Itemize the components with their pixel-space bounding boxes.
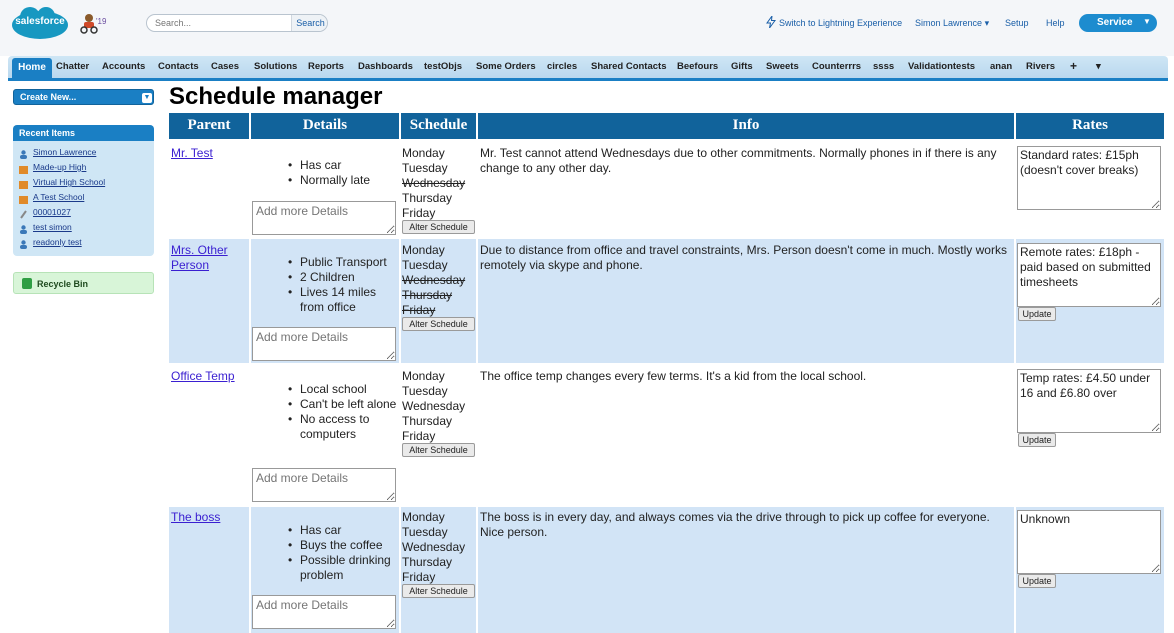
tab-contacts[interactable]: Contacts	[158, 61, 199, 72]
chevron-down-icon: ▾	[984, 18, 990, 28]
info-text: The office temp changes every few terms. It's a kid from the local school.	[480, 369, 867, 383]
column-header-parent: Parent	[169, 113, 249, 139]
switch-to-lightning-link[interactable]: Switch to Lightning Experience	[779, 18, 903, 28]
schedule-day: Tuesday	[402, 258, 448, 272]
recent-items-title: Recent Items	[13, 125, 154, 141]
rates-input[interactable]: Remote rates: £18ph - paid based on submitted timesheets	[1017, 243, 1161, 307]
account-icon	[19, 163, 28, 172]
parent-link[interactable]: Office Temp	[171, 369, 235, 383]
alter-schedule-button[interactable]: Alter Schedule	[402, 584, 475, 598]
table-row-cell	[169, 507, 249, 633]
rates-input[interactable]: Standard rates: £15ph (doesn't cover breaks)	[1017, 146, 1161, 210]
add-details-input[interactable]	[252, 201, 396, 235]
search-input[interactable]	[147, 15, 291, 31]
page-title: Schedule manager	[169, 83, 383, 110]
app-switcher-label: Service	[1097, 17, 1133, 28]
details-list	[286, 382, 398, 442]
tab-anan[interactable]: anan	[990, 61, 1013, 72]
trash-icon	[22, 278, 32, 289]
add-details-input[interactable]	[252, 327, 396, 361]
global-header	[0, 0, 1174, 56]
info-text: The boss is in every day, and always comes via the drive through to pick up coffee for everyone. Nice person.	[480, 510, 990, 539]
salesforce-logo[interactable]	[10, 6, 70, 40]
schedule-day: Thursday	[402, 414, 453, 428]
schedule-day: Tuesday	[402, 161, 448, 175]
details-list	[286, 523, 398, 583]
recent-items-list	[13, 141, 154, 256]
detail-item: • Buys the coffee	[286, 538, 398, 553]
tab-validationtests[interactable]: Validationtests	[908, 61, 976, 72]
user-menu-label: Simon Lawrence	[915, 18, 983, 28]
parent-link[interactable]: Mrs. Other Person	[171, 243, 228, 272]
alter-schedule-button[interactable]: Alter Schedule	[402, 317, 475, 331]
person-icon	[19, 238, 28, 247]
parent-link[interactable]: Mr. Test	[171, 146, 213, 160]
recycle-bin-link[interactable]	[13, 272, 154, 294]
column-header-details: Details	[251, 113, 399, 139]
update-button[interactable]: Update	[1018, 307, 1056, 321]
schedule-days	[402, 510, 465, 585]
recent-item-link[interactable]: A Test School	[33, 192, 85, 202]
detail-item: • Possible drinking problem	[286, 553, 398, 583]
schedule-day: Friday	[402, 570, 436, 584]
schedule-day: Monday	[402, 243, 445, 257]
schedule-day: Thursday	[402, 288, 453, 302]
chevron-down-icon: ▼	[143, 94, 151, 101]
update-button[interactable]: Update	[1018, 433, 1056, 447]
recent-item-link[interactable]: Made-up High	[33, 162, 87, 172]
schedule-days	[402, 146, 465, 221]
tab-beefours[interactable]: Beefours	[677, 61, 719, 72]
detail-item: • Public Transport	[286, 255, 398, 270]
detail-item: • Has car	[286, 158, 398, 173]
details-list	[286, 158, 398, 188]
case-icon	[19, 208, 28, 217]
rates-input[interactable]: Unknown	[1017, 510, 1161, 574]
column-header-rates: Rates	[1016, 113, 1164, 139]
tab-gifts[interactable]: Gifts	[731, 61, 753, 72]
tab-cases[interactable]: Cases	[211, 61, 239, 72]
update-button[interactable]: Update	[1018, 574, 1056, 588]
tab-home[interactable]: Home	[12, 58, 52, 79]
schedule-day: Monday	[402, 510, 445, 524]
account-icon	[19, 178, 28, 187]
recent-item-link[interactable]: Virtual High School	[33, 177, 106, 187]
column-header-schedule: Schedule	[401, 113, 476, 139]
recycle-bin-label: Recycle Bin	[37, 279, 89, 289]
chevron-down-icon: ▼	[1143, 17, 1151, 26]
schedule-day: Friday	[402, 429, 436, 443]
detail-item: • Local school	[286, 382, 398, 397]
account-icon	[19, 193, 28, 202]
logo-text: salesforce	[15, 16, 65, 27]
schedule-days	[402, 243, 465, 318]
tab-rivers[interactable]: Rivers	[1026, 61, 1056, 72]
details-list	[286, 255, 398, 315]
tab-bar	[8, 56, 1168, 79]
add-details-input[interactable]	[252, 595, 396, 629]
tab-accounts[interactable]: Accounts	[102, 61, 146, 72]
create-new-label: Create New...	[20, 92, 77, 102]
alter-schedule-button[interactable]: Alter Schedule	[402, 443, 475, 457]
person-icon	[19, 148, 28, 157]
schedule-day: Thursday	[402, 555, 453, 569]
tab-underline	[8, 78, 1168, 81]
schedule-day: Thursday	[402, 191, 453, 205]
lightning-bolt-icon	[766, 16, 776, 28]
detail-item: • Has car	[286, 523, 398, 538]
tab-counterrrs[interactable]: Counterrrs	[812, 61, 862, 72]
more-tabs-button[interactable]: ▾	[1096, 61, 1101, 72]
tab-sweets[interactable]: Sweets	[766, 61, 799, 72]
help-link[interactable]: Help	[1046, 18, 1065, 28]
tab-chatter[interactable]: Chatter	[56, 61, 90, 72]
person-icon	[19, 223, 28, 232]
schedule-day: Wednesday	[402, 540, 466, 554]
detail-item: • Can't be left alone	[286, 397, 398, 412]
schedule-days	[402, 369, 465, 444]
column-header-info: Info	[478, 113, 1014, 139]
app-switcher-button[interactable]	[1079, 14, 1157, 32]
search-button[interactable]: Search	[291, 15, 328, 31]
info-text: Due to distance from office and travel constraints, Mrs. Person doesn't come in much. Mostly works remotely via skype and phone.	[480, 243, 1007, 272]
release-badge: '19	[96, 17, 107, 26]
detail-item: • No access to computers	[286, 412, 398, 442]
recent-item-link[interactable]: Simon Lawrence	[33, 147, 97, 157]
tab-solutions[interactable]: Solutions	[254, 61, 298, 72]
recent-item-link[interactable]: readonly test	[33, 237, 82, 247]
detail-item: • Lives 14 miles from office	[286, 285, 398, 315]
schedule-day: Tuesday	[402, 384, 448, 398]
global-search	[146, 14, 328, 32]
schedule-day: Wednesday	[402, 176, 466, 190]
schedule-day: Monday	[402, 146, 445, 160]
user-menu[interactable]	[915, 18, 989, 29]
table-row-cell	[478, 365, 1014, 505]
schedule-day: Wednesday	[402, 273, 466, 287]
tab-ssss[interactable]: ssss	[873, 61, 895, 72]
schedule-day: Friday	[402, 206, 436, 220]
tab-some-orders[interactable]: Some Orders	[476, 61, 536, 72]
create-new-button[interactable]	[13, 89, 154, 105]
detail-item: • Normally late	[286, 173, 398, 188]
table-row-cell	[169, 365, 249, 505]
schedule-day: Friday	[402, 303, 436, 317]
schedule-day: Wednesday	[402, 399, 466, 413]
detail-item: • 2 Children	[286, 270, 398, 285]
add-details-input[interactable]	[252, 468, 396, 502]
tab-testobjs[interactable]: testObjs	[424, 61, 463, 72]
tab-shared-contacts[interactable]: Shared Contacts	[591, 61, 667, 72]
schedule-day: Monday	[402, 369, 445, 383]
tab-circles[interactable]: circles	[547, 61, 578, 72]
alter-schedule-button[interactable]: Alter Schedule	[402, 220, 475, 234]
add-tab-button[interactable]: +	[1070, 59, 1078, 73]
schedule-day: Tuesday	[402, 525, 448, 539]
setup-link[interactable]: Setup	[1005, 18, 1029, 28]
rates-input[interactable]: Temp rates: £4.50 under 16 and £6.80 over	[1017, 369, 1161, 433]
recent-item-link[interactable]: 00001027	[33, 207, 71, 217]
parent-link[interactable]: The boss	[171, 510, 221, 524]
recent-item-link[interactable]: test simon	[33, 222, 72, 232]
tab-dashboards[interactable]: Dashboards	[358, 61, 413, 72]
tab-reports[interactable]: Reports	[308, 61, 344, 72]
info-text: Mr. Test cannot attend Wednesdays due to other commitments. Normally phones in if there is any change to any other day.	[480, 146, 997, 175]
